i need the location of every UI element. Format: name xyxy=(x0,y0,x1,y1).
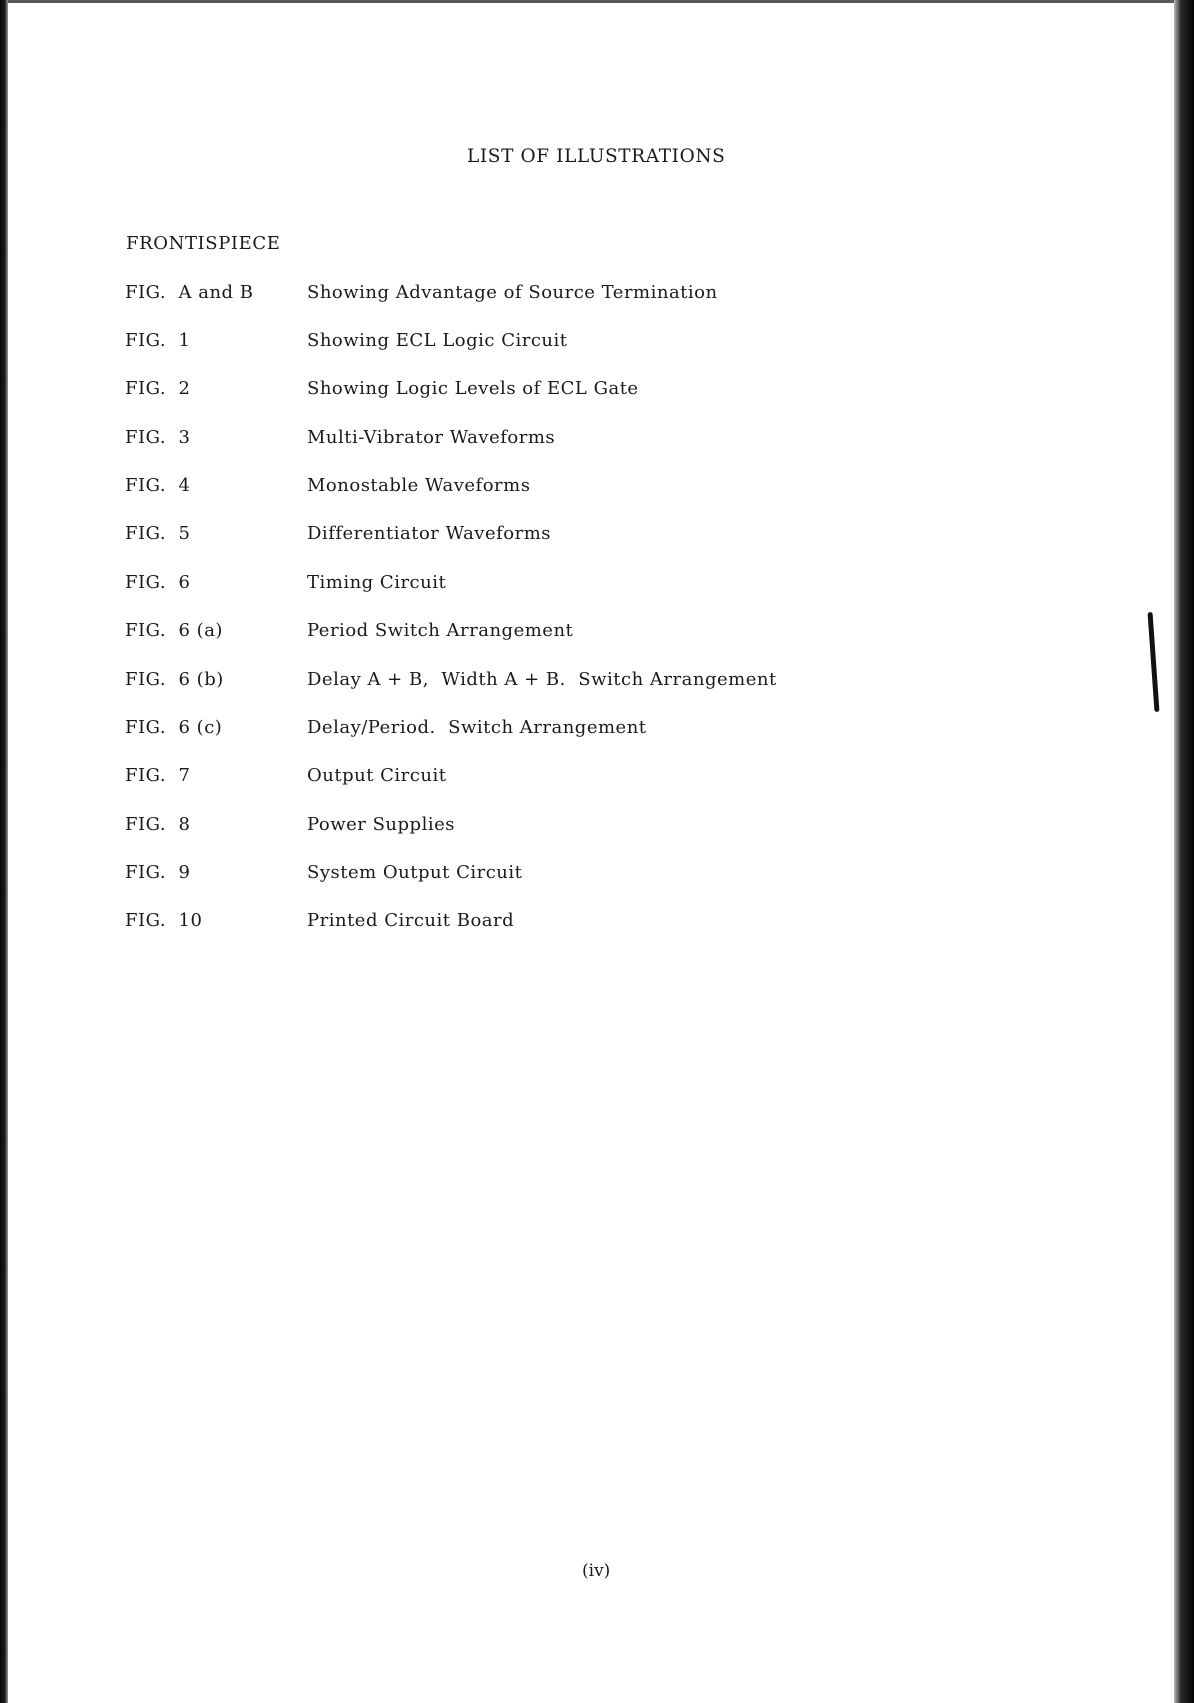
figure-label: FIG. 3 xyxy=(125,427,191,448)
list-item xyxy=(0,572,1194,598)
frontispiece-entry: FRONTISPIECE xyxy=(126,233,281,254)
figure-description: Delay A + B, Width A + B. Switch Arrangement xyxy=(307,669,777,690)
figure-label: FIG. 6 xyxy=(125,572,191,593)
list-item xyxy=(0,282,1194,308)
list-item xyxy=(0,427,1194,453)
figure-description: Multi-Vibrator Waveforms xyxy=(307,427,556,448)
figure-label: FIG. A and B xyxy=(125,282,254,303)
figure-description: Printed Circuit Board xyxy=(307,910,515,931)
list-item xyxy=(0,862,1194,888)
figure-label: FIG. 6 (b) xyxy=(125,669,224,690)
figure-description: Timing Circuit xyxy=(307,572,447,593)
figure-label: FIG. 10 xyxy=(125,910,203,931)
list-item xyxy=(0,717,1194,743)
figure-description: Monostable Waveforms xyxy=(307,475,531,496)
figure-label: FIG. 5 xyxy=(125,523,191,544)
list-item xyxy=(0,475,1194,501)
figure-description: System Output Circuit xyxy=(307,862,523,883)
figure-label: FIG. 1 xyxy=(125,330,191,351)
figure-label: FIG. 2 xyxy=(125,378,191,399)
figure-label: FIG. 6 (c) xyxy=(125,717,223,738)
list-item xyxy=(0,523,1194,549)
list-item xyxy=(0,765,1194,791)
figure-label: FIG. 6 (a) xyxy=(125,620,223,641)
figure-label: FIG. 9 xyxy=(125,862,191,883)
list-item xyxy=(0,378,1194,404)
figure-description: Period Switch Arrangement xyxy=(307,620,574,641)
figure-description: Power Supplies xyxy=(307,814,455,835)
page-number: (iv) xyxy=(582,1561,611,1581)
figure-description: Showing Logic Levels of ECL Gate xyxy=(307,378,639,399)
list-item xyxy=(0,669,1194,695)
list-item xyxy=(0,814,1194,840)
list-item xyxy=(0,330,1194,356)
figure-description: Output Circuit xyxy=(307,765,447,786)
figure-description: Showing ECL Logic Circuit xyxy=(307,330,568,351)
figure-description: Differentiator Waveforms xyxy=(307,523,552,544)
list-item xyxy=(0,910,1194,936)
page-title: LIST OF ILLUSTRATIONS xyxy=(467,146,726,167)
figure-label: FIG. 8 xyxy=(125,814,191,835)
list-item xyxy=(0,620,1194,646)
figure-description: Delay/Period. Switch Arrangement xyxy=(307,717,647,738)
figure-description: Showing Advantage of Source Termination xyxy=(307,282,718,303)
figure-label: FIG. 7 xyxy=(125,765,191,786)
figure-label: FIG. 4 xyxy=(125,475,191,496)
